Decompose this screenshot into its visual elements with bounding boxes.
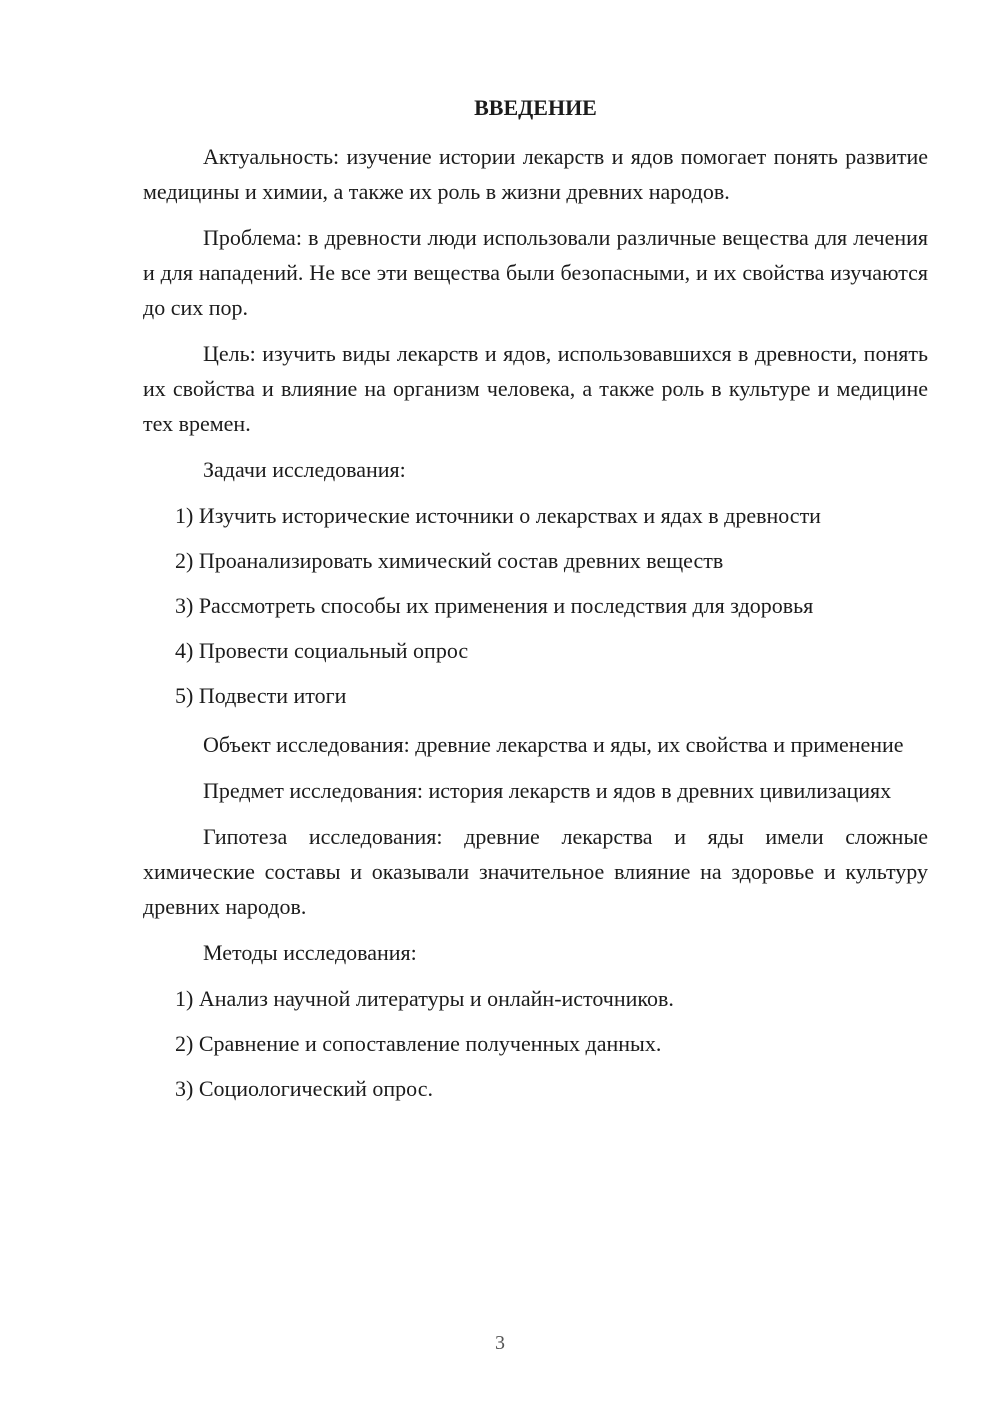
list-item: 1) Анализ научной литературы и онлайн-источников. [175, 986, 674, 1011]
paragraph-tasks-heading: Задачи исследования: [203, 457, 406, 482]
list-item: 2) Проанализировать химический состав древних веществ [175, 548, 724, 573]
page-content [143, 93, 928, 1116]
section-heading: ВВЕДЕНИЕ [474, 95, 597, 120]
list-item: 1) Изучить исторические источники о лекарствах и ядах в древности [175, 503, 821, 528]
paragraph-goal: Цель: изучить виды лекарств и ядов, использовавшихся в древности, понять их свойства и влияние на организм человека, а также роль в культуре и медицине тех времен. [143, 341, 928, 436]
paragraph-problem: Проблема: в древности люди использовали различные вещества для лечения и для нападений. Не все эти вещества были безопасными, и их свойства изучаются до сих пор. [143, 225, 928, 320]
list-item: 4) Провести социальный опрос [175, 638, 469, 663]
list-item: 5) Подвести итоги [175, 683, 347, 708]
list-item: 3) Рассмотреть способы их применения и последствия для здоровья [175, 593, 814, 618]
list-item: 3) Социологический опрос. [175, 1076, 433, 1101]
paragraph-methods-heading: Методы исследования: [203, 940, 417, 965]
list-item: 2) Сравнение и сопоставление полученных данных. [175, 1031, 662, 1056]
paragraph-object: Объект исследования: древние лекарства и яды, их свойства и применение [203, 732, 904, 757]
page-number: 3 [495, 1332, 505, 1354]
tasks-list [143, 498, 928, 713]
paragraph-hypothesis: Гипотеза исследования: древние лекарства и яды имели сложные химические составы и оказывали значительное влияние на здоровье и культуру древних народов. [143, 824, 928, 919]
paragraph-relevance: Актуальность: изучение истории лекарств и ядов помогает понять развитие медицины и химии, а также их роль в жизни древних народов. [143, 144, 928, 204]
paragraph-subject: Предмет исследования: история лекарств и ядов в древних цивилизациях [203, 778, 892, 803]
methods-list [143, 981, 928, 1106]
